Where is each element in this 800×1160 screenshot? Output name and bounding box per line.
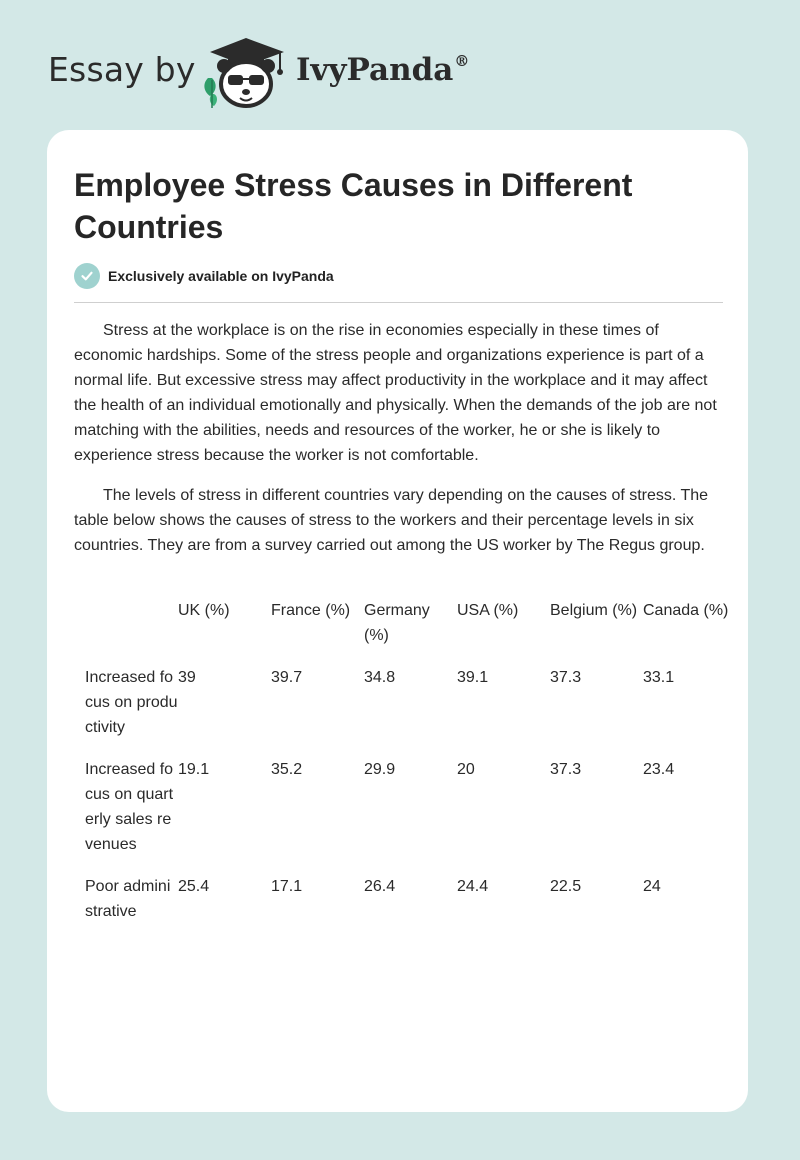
row-label: Increased focus on productivity xyxy=(85,669,178,736)
check-circle-icon xyxy=(74,263,100,289)
header-cell-canada: Canada (%) xyxy=(643,602,729,619)
exclusive-badge xyxy=(74,263,334,289)
essay-body xyxy=(74,318,724,573)
table-cell: 37.3 xyxy=(550,761,582,778)
table-cell: 39.1 xyxy=(457,669,489,686)
header-cell-germany: Germany (%) xyxy=(364,602,430,644)
row-label: Increased focus on quarterly sales revenues xyxy=(85,761,174,853)
table-cell: 39.7 xyxy=(271,669,303,686)
table-cell: 37.3 xyxy=(550,669,582,686)
header-cell-france: France (%) xyxy=(271,602,351,619)
site-header xyxy=(0,0,800,130)
header-cell-blank xyxy=(74,598,178,665)
brand-prefix: Essay by xyxy=(48,50,196,89)
table-cell: 24.4 xyxy=(457,878,489,895)
essay-title: Employee Stress Causes in Different Countries xyxy=(74,167,633,245)
stress-causes-table xyxy=(74,598,736,941)
divider xyxy=(74,302,723,303)
row-label: Poor administrative xyxy=(85,878,171,920)
header-cell-belgium: Belgium (%) xyxy=(550,602,638,619)
table-cell: 29.9 xyxy=(364,761,396,778)
header-cell-usa: USA (%) xyxy=(457,602,519,619)
badge-text: Exclusively available on IvyPanda xyxy=(108,268,334,284)
table-cell: 33.1 xyxy=(643,669,675,686)
table-cell: 23.4 xyxy=(643,761,675,778)
table-cell: 39 xyxy=(178,669,196,686)
table-row xyxy=(74,665,736,757)
table-cell: 24 xyxy=(643,878,661,895)
table-cell: 26.4 xyxy=(364,878,396,895)
header-cell-uk: UK (%) xyxy=(178,602,230,619)
table-row xyxy=(74,874,736,941)
table-cell: 35.2 xyxy=(271,761,303,778)
brand-name[interactable] xyxy=(296,52,469,88)
panda-graduate-icon[interactable] xyxy=(200,34,292,110)
registered-mark: ® xyxy=(454,52,470,70)
table-cell: 19.1 xyxy=(178,761,210,778)
brand-name-text: IvyPanda xyxy=(296,52,454,88)
table-header-row xyxy=(74,598,736,665)
table-cell: 25.4 xyxy=(178,878,210,895)
paragraph: Stress at the workplace is on the rise in economies especially in these times of economic hardships. Some of the stress people and organizations experience is part of a normal life. But excessive stress may affect productivity in the workplace and it may affect the health of an individual emotionally and physically. When the demands of the job are not matching with the abilities, needs and resources of the worker, he or she is likely to experience stress because the worker is not comfortable. xyxy=(74,322,717,464)
paragraph: The levels of stress in different countries vary depending on the causes of stress. The table below shows the causes of stress to the workers and their percentage levels in six countries. They are from a survey carried out among the US worker by The Regus group. xyxy=(74,487,709,554)
table-cell: 22.5 xyxy=(550,878,582,895)
table-cell: 17.1 xyxy=(271,878,303,895)
table-cell: 20 xyxy=(457,761,475,778)
table-row xyxy=(74,757,736,874)
table-cell: 34.8 xyxy=(364,669,396,686)
essay-card xyxy=(47,130,748,1112)
